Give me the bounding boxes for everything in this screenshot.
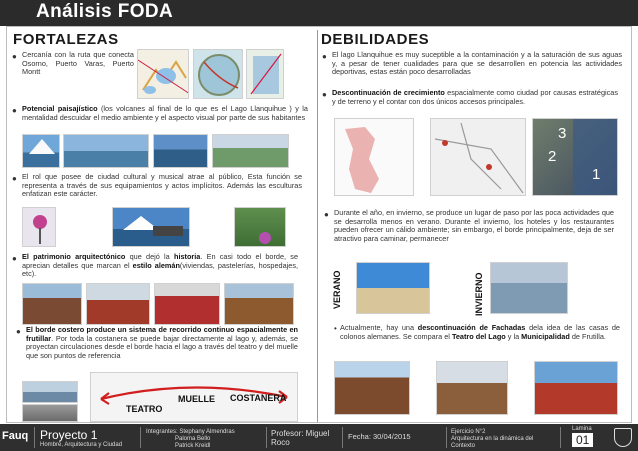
bullet-icon: ● — [322, 52, 327, 61]
detail-map-svg — [247, 50, 284, 99]
teatro-label: TEATRO — [126, 404, 163, 414]
teatro-del-lago-photo — [534, 361, 618, 415]
region-map-image — [137, 49, 189, 99]
verano-label: VERANO — [332, 270, 342, 309]
item4-bold-3: estilo alemán — [132, 260, 180, 270]
debilidad-item-1: El lago Llanquihue es muy suceptible a la contaminación y a la saturación de sus aguas y, a pesar de tener cualidades para que se desarrollen en potencia las actividades deportivas, estas están poco desarrolladas — [332, 50, 622, 77]
footer-separator — [266, 427, 267, 448]
item4-text-1: que dejó la — [125, 252, 174, 261]
university-crest-icon — [614, 428, 632, 447]
theatre-volcano-photo — [112, 207, 190, 247]
sculpture-svg — [23, 208, 56, 247]
item4-text-2: . En casi todo el borde, se aprecian detalles que marcan el — [22, 252, 299, 270]
members-label: Integrantes: Stephany Almendras — [146, 429, 235, 435]
volcano-photo — [22, 134, 60, 168]
fortaleza-item-2 — [22, 105, 308, 122]
fortaleza-item-1: Cercanía con la ruta que conecta Osorno, Puerto Varas, Puerto Montt — [22, 50, 134, 77]
volcano-svg — [23, 135, 60, 168]
detail-map-image — [246, 49, 284, 99]
column-divider — [317, 30, 318, 422]
region-map-svg — [138, 50, 189, 99]
deb-item2-text: espacialmente como ciudad por causas estratégicas y de terreno y el contar con dos únicos accesos principales. — [332, 88, 618, 106]
footer-separator — [560, 427, 561, 448]
page-title: Análisis FODA — [36, 1, 174, 22]
footer — [0, 424, 638, 451]
deb-item4-bold-2: Teatro del Lago — [451, 331, 506, 341]
item2-text: (los volcanes al final de lo que es el Lago Llanquihue ) y la mentalidad descuidar el medio ambiente y el aspecto visual por parte de sus habitantes — [22, 104, 308, 122]
footer-separator — [342, 427, 343, 448]
access-map-svg — [431, 119, 526, 196]
member-2: Paloma Bello — [175, 436, 211, 442]
bullet-icon: ● — [16, 327, 21, 336]
summer-beach-photo — [356, 262, 430, 314]
member-3: Patrick Kreidl — [175, 443, 211, 449]
deb-item4-text-4: de Frutilla. — [569, 331, 606, 341]
bullet-icon: ● — [12, 174, 17, 183]
item4-bold-2: historia — [173, 252, 201, 261]
project-title: Proyecto 1 — [40, 428, 98, 442]
german-house-photo-4 — [224, 283, 294, 325]
footer-separator — [34, 427, 35, 448]
item5-bold: El borde costero produce un sistema de recorrido continuo espacialmente en frutillar — [26, 325, 298, 343]
zone-number-2: 2 — [548, 148, 557, 165]
sheet-number: 01 — [572, 433, 593, 447]
lake-view-photo — [153, 134, 208, 168]
exercise-subtitle: Arquitectura en la dinámica del Contexto — [451, 436, 534, 449]
zone-number-3: 3 — [558, 125, 567, 142]
item4-text-3: (viviendas, pastelerías, hospedajes, etc). — [22, 260, 298, 279]
shore-photo-small — [22, 404, 78, 422]
school-logo: Fauq — [2, 430, 29, 442]
muelle-label: MUELLE — [178, 394, 215, 404]
pier-photo-small — [22, 381, 78, 403]
lake-map-image — [193, 49, 243, 99]
exercise-title: Ejercicio N°2 — [451, 429, 486, 435]
german-house-photo-3 — [154, 283, 220, 325]
sheet-label: Lamina — [572, 426, 592, 432]
bullet-icon: ● — [324, 210, 329, 219]
debilidades-heading: DEBILIDADES — [321, 31, 430, 48]
bullet-icon: ● — [12, 254, 17, 263]
item4-bold-1: El patrimonio arquitectónico — [22, 252, 126, 261]
debilidad-item-2 — [332, 89, 618, 106]
fortaleza-item-3: El rol que posee de ciudad cultural y musical atrae al público, Esta función se representa a través de sus equipamientos y actos implícitos. Además las esculturas enfatizan este carácter. — [22, 172, 302, 199]
lake-map-svg — [194, 50, 243, 99]
colonial-house-photo — [334, 361, 410, 415]
date: Fecha: 30/04/2015 — [348, 432, 411, 441]
footer-separator — [446, 427, 447, 448]
municipalidad-photo — [436, 361, 508, 415]
debilidad-item-3: Durante el año, en invierno, se produce un lugar de paso por las poca actividades que se desarrolla menos en verano. Durante el invierno, los hoteles y los restaurantes pueden ofrecer un cálido ambiente; sin embargo, el borde principalmente, deja de ser atractivo para caminar, permanecer — [334, 208, 614, 243]
zones-aerial-image — [532, 118, 618, 196]
title-bar — [0, 0, 638, 26]
zone-number-1: 1 — [592, 166, 601, 183]
deb-item4-bold-1: descontinuación de Fachadas — [417, 323, 526, 332]
item5-text: . Por toda la costanera se puede bajar directamente al lago y, además, se proyectan circulaciones desde el borde hacia el lago a través del teatro y del muelle que son puntos de referencia — [26, 333, 298, 360]
deb-item2-bold: Descontinuación de crecimiento — [332, 88, 445, 97]
fortaleza-item-5 — [26, 326, 298, 360]
debilidad-item-4 — [340, 324, 620, 341]
deb-item4-text-3: y la — [505, 331, 522, 341]
fortalezas-heading: FORTALEZAS — [13, 31, 119, 48]
zones-aerial-svg — [533, 119, 618, 196]
bullet-icon: ● — [322, 90, 327, 99]
project-subtitle: Hombre, Arquitectura y Ciudad — [40, 442, 123, 448]
invierno-label: INVIERNO — [474, 272, 484, 316]
item2-bold: Potencial paisajístico — [22, 104, 98, 113]
access-map-image — [430, 118, 526, 196]
town-shore-photo — [212, 134, 289, 168]
bullet-icon: ● — [12, 106, 17, 115]
professor: Profesor: Miguel Roco — [271, 429, 330, 447]
bullet-icon: • — [334, 324, 337, 333]
fortaleza-item-4 — [22, 253, 298, 279]
winter-pier-photo — [490, 262, 568, 314]
theatre-svg — [113, 208, 190, 247]
garden-photo — [234, 207, 286, 247]
growth-map-svg — [335, 119, 414, 196]
costanera-label: COSTANERA — [230, 393, 287, 403]
deb-item4-text-2: dela idea de las casas de colonos alemanes. Se compara el — [340, 323, 620, 341]
deb-item4-bold-3: Municipalidad — [521, 331, 570, 341]
bullet-icon: ● — [12, 52, 17, 61]
deb-item4-text-1: Actualmente, hay una — [340, 323, 418, 332]
footer-separator — [140, 427, 141, 448]
german-house-photo-1 — [22, 283, 82, 325]
lake-panorama-photo — [63, 134, 149, 168]
sculpture-photo — [22, 207, 56, 247]
growth-map-image — [334, 118, 414, 196]
german-house-photo-2 — [86, 283, 150, 325]
garden-svg — [235, 208, 286, 247]
